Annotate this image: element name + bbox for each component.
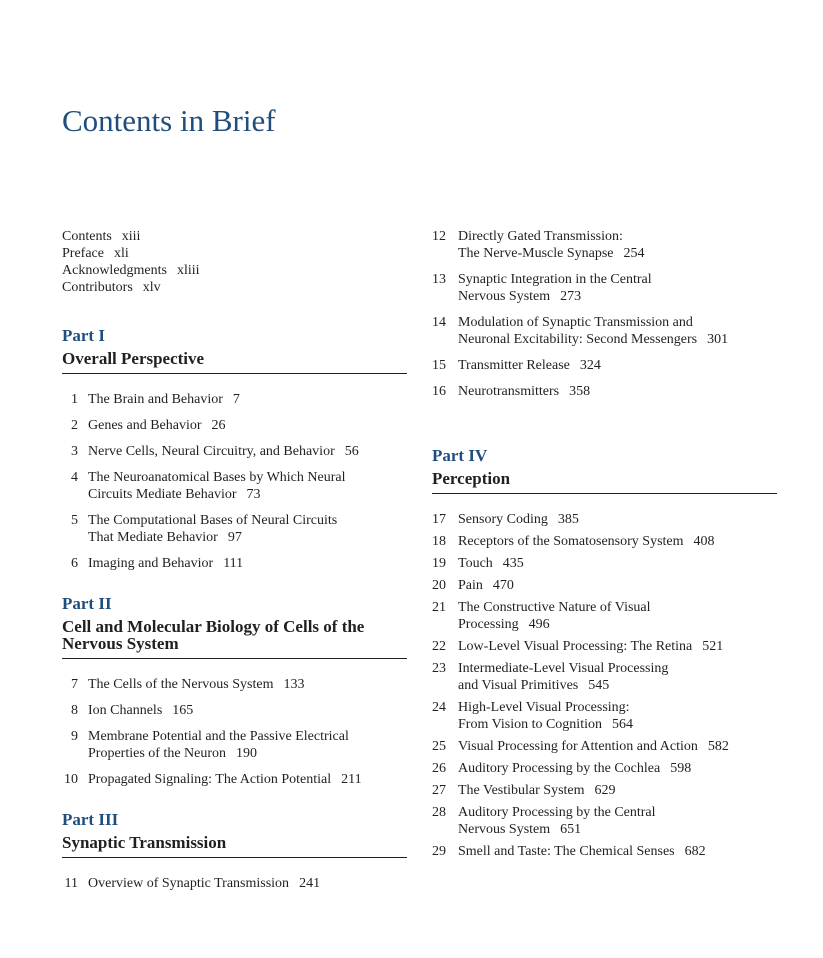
front-matter-page: xlv (142, 280, 161, 295)
chapter-title-text: Auditory Processing by the Cochlea (458, 761, 661, 776)
chapter-page-number: 682 (684, 844, 706, 859)
chapter-title-line (458, 533, 777, 550)
chapter-title-line (88, 676, 407, 693)
chapter-entry[interactable] (432, 660, 777, 694)
chapter-title-text: Low-Level Visual Processing: The Retina (458, 639, 693, 654)
chapter-page-number: 26 (211, 418, 226, 433)
chapter-title-text: Ion Channels (88, 703, 163, 718)
chapter-number: 17 (432, 512, 446, 527)
chapter-number: 24 (432, 700, 446, 715)
chapter-number: 10 (64, 772, 78, 787)
chapter-entry[interactable] (432, 228, 777, 262)
chapter-title (458, 804, 777, 838)
chapter-title-line (458, 677, 777, 694)
part-4 (432, 446, 777, 860)
chapter-number: 23 (432, 661, 446, 676)
chapter-title-text: Intermediate-Level Visual Processing (458, 661, 669, 676)
chapter-title (88, 875, 407, 892)
chapter-title (88, 469, 407, 503)
chapter-title-line (458, 821, 777, 838)
chapter-title-text: Nervous System (458, 289, 551, 304)
part-title: Overall Perspective (62, 346, 407, 374)
chapter-page-number: 564 (611, 717, 633, 732)
chapter-title (88, 676, 407, 693)
chapter-page-number: 408 (693, 534, 715, 549)
part-2 (62, 594, 407, 788)
chapter-title-line (88, 391, 407, 408)
chapter-title-line (88, 745, 407, 762)
chapter-number: 18 (432, 534, 446, 549)
chapter-title-text: and Visual Primitives (458, 678, 579, 693)
chapter-title-line (458, 782, 777, 799)
chapter-title-text: The Nerve-Muscle Synapse (458, 246, 614, 261)
chapter-title-text: Nerve Cells, Neural Circuitry, and Behavior (88, 444, 335, 459)
chapter-title-line (88, 417, 407, 434)
chapter-entry[interactable] (62, 771, 407, 788)
chapter-entry[interactable] (432, 804, 777, 838)
chapter-title-line (88, 875, 407, 892)
chapter-title (88, 555, 407, 572)
chapter-title-line (458, 383, 777, 400)
chapter-entry[interactable] (62, 702, 407, 719)
chapter-title-text: The Vestibular System (458, 783, 585, 798)
chapter-title-line (88, 469, 407, 486)
part-1 (62, 326, 407, 572)
chapter-page-number: 651 (560, 822, 582, 837)
chapter-page-number: 598 (670, 761, 692, 776)
front-matter-label: Contributors (62, 280, 133, 295)
front-matter-page: xliii (176, 263, 200, 278)
chapter-number: 8 (71, 703, 78, 718)
chapter-page-number: 545 (588, 678, 610, 693)
chapter-number: 3 (71, 444, 78, 459)
chapter-title-text: Auditory Processing by the Central (458, 805, 656, 820)
chapter-title-line (458, 228, 777, 245)
chapter-entry[interactable] (432, 555, 777, 572)
part-title: Synaptic Transmission (62, 830, 407, 858)
chapter-number: 12 (432, 229, 446, 244)
chapter-entry[interactable] (62, 391, 407, 408)
chapter-title (458, 314, 777, 348)
chapter-title (458, 699, 777, 733)
chapter-page-number: 241 (299, 876, 321, 891)
chapter-title (458, 660, 777, 694)
chapter-title-line (88, 486, 407, 503)
chapter-title-text: The Neuroanatomical Bases by Which Neural (88, 470, 346, 485)
right-column (432, 228, 777, 865)
chapter-entry[interactable] (62, 417, 407, 434)
chapter-title (458, 228, 777, 262)
chapter-title-line (458, 271, 777, 288)
chapter-entry[interactable] (432, 577, 777, 594)
chapter-page-number: 582 (707, 739, 729, 754)
chapter-number: 7 (71, 677, 78, 692)
chapter-page-number: 496 (528, 617, 550, 632)
chapter-title-text: Pain (458, 578, 483, 593)
chapter-title-text: Receptors of the Somatosensory System (458, 534, 684, 549)
chapter-page-number: 133 (283, 677, 305, 692)
chapter-title-text: Overview of Synaptic Transmission (88, 876, 290, 891)
chapter-title (458, 638, 777, 655)
chapter-title-text: From Vision to Cognition (458, 717, 602, 732)
chapter-title-line (458, 314, 777, 331)
chapter-title-text: Propagated Signaling: The Action Potential (88, 772, 332, 787)
chapter-page-number: 301 (707, 332, 729, 347)
chapter-title (458, 533, 777, 550)
chapter-entry[interactable] (62, 875, 407, 892)
chapter-page-number: 111 (223, 556, 244, 571)
chapter-title-line (88, 771, 407, 788)
chapter-number: 19 (432, 556, 446, 571)
chapter-title (458, 511, 777, 528)
front-matter-item[interactable] (62, 245, 407, 262)
chapter-title-line (458, 738, 777, 755)
part-3 (62, 810, 407, 892)
chapter-title (458, 555, 777, 572)
part-title: Perception (432, 466, 777, 494)
chapter-title (88, 443, 407, 460)
chapter-number: 20 (432, 578, 446, 593)
front-matter-label: Contents (62, 229, 112, 244)
chapter-title-text: Membrane Potential and the Passive Electrical (88, 729, 349, 744)
chapter-number: 13 (432, 272, 446, 287)
chapter-number: 15 (432, 358, 446, 373)
chapter-title-line (88, 702, 407, 719)
chapter-page-number: 254 (623, 246, 645, 261)
chapter-title (458, 383, 777, 400)
chapter-title (88, 391, 407, 408)
chapter-entry[interactable] (62, 676, 407, 693)
chapter-title (458, 577, 777, 594)
chapter-title-text: The Computational Bases of Neural Circuits (88, 513, 338, 528)
chapter-title-text: That Mediate Behavior (88, 530, 218, 545)
chapter-title-text: Modulation of Synaptic Transmission and (458, 315, 693, 330)
chapter-entry[interactable] (432, 782, 777, 799)
chapter-page-number: 56 (344, 444, 359, 459)
chapter-title (458, 782, 777, 799)
chapter-title-line (458, 660, 777, 677)
chapter-title-line (458, 699, 777, 716)
chapter-number: 14 (432, 315, 446, 330)
chapter-title-line (88, 443, 407, 460)
chapter-title (458, 760, 777, 777)
chapter-title (458, 738, 777, 755)
part-label: Part III (62, 810, 119, 829)
chapter-entry[interactable] (432, 314, 777, 348)
front-matter-list (62, 228, 407, 296)
chapter-title-line (458, 638, 777, 655)
chapter-title-text: Smell and Taste: The Chemical Senses (458, 844, 675, 859)
chapter-title-text: Neuronal Excitability: Second Messengers (458, 332, 698, 347)
chapter-title (458, 271, 777, 305)
chapter-title-line (458, 357, 777, 374)
part-label: Part I (62, 326, 105, 345)
chapter-page-number: 521 (702, 639, 724, 654)
chapter-number: 4 (71, 470, 78, 485)
chapter-entry[interactable] (432, 699, 777, 733)
chapter-page-number: 385 (557, 512, 579, 527)
chapter-number: 21 (432, 600, 446, 615)
chapter-entry[interactable] (62, 512, 407, 546)
chapter-entry[interactable] (62, 469, 407, 503)
chapter-title (88, 702, 407, 719)
chapter-entry[interactable] (62, 555, 407, 572)
chapter-entry[interactable] (432, 738, 777, 755)
chapter-entry[interactable] (432, 638, 777, 655)
chapter-page-number: 273 (560, 289, 582, 304)
front-matter-page: xli (113, 246, 129, 261)
chapter-title (458, 599, 777, 633)
chapter-title-line (88, 728, 407, 745)
chapter-number: 2 (71, 418, 78, 433)
chapter-number: 11 (64, 876, 78, 891)
chapter-title-text: Genes and Behavior (88, 418, 202, 433)
chapter-title-text: Nervous System (458, 822, 551, 837)
chapter-title (88, 512, 407, 546)
chapter-number: 5 (71, 513, 78, 528)
front-matter-label: Preface (62, 246, 104, 261)
chapter-title (88, 417, 407, 434)
chapter-page-number: 324 (579, 358, 601, 373)
chapter-number: 25 (432, 739, 446, 754)
chapter-title-text: Transmitter Release (458, 358, 570, 373)
chapter-page-number: 211 (341, 772, 362, 787)
chapter-entry[interactable] (432, 383, 777, 400)
chapter-title-line (458, 288, 777, 305)
chapter-entry[interactable] (62, 728, 407, 762)
chapter-title-text: Properties of the Neuron (88, 746, 227, 761)
chapter-title-line (458, 804, 777, 821)
chapter-page-number: 97 (227, 530, 242, 545)
chapter-page-number: 629 (594, 783, 616, 798)
front-matter-label: Acknowledgments (62, 263, 167, 278)
chapter-title (458, 357, 777, 374)
chapter-title-line (458, 555, 777, 572)
chapter-title-text: Synaptic Integration in the Central (458, 272, 652, 287)
chapter-title-line (458, 577, 777, 594)
chapter-title-line (88, 555, 407, 572)
chapter-entry[interactable] (432, 843, 777, 860)
chapter-number: 26 (432, 761, 446, 776)
chapter-title (458, 843, 777, 860)
front-matter-item[interactable] (62, 279, 407, 296)
chapter-number: 1 (71, 392, 78, 407)
front-matter-page: xiii (121, 229, 141, 244)
chapter-title-text: The Brain and Behavior (88, 392, 223, 407)
chapter-title-line (88, 529, 407, 546)
chapter-title-text: Visual Processing for Attention and Action (458, 739, 698, 754)
chapter-title-line (458, 331, 777, 348)
chapter-page-number: 190 (236, 746, 258, 761)
chapter-entry[interactable] (432, 760, 777, 777)
chapter-page-number: 470 (492, 578, 514, 593)
chapter-title-line (458, 843, 777, 860)
chapter-number: 22 (432, 639, 446, 654)
chapter-title-text: Imaging and Behavior (88, 556, 214, 571)
chapter-page-number: 7 (232, 392, 240, 407)
chapter-number: 29 (432, 844, 446, 859)
chapter-title-text: Processing (458, 617, 519, 632)
chapter-title-text: Neurotransmitters (458, 384, 560, 399)
chapter-entry[interactable] (432, 599, 777, 633)
chapter-number: 16 (432, 384, 446, 399)
chapter-title-line (458, 245, 777, 262)
chapter-title-text: The Cells of the Nervous System (88, 677, 274, 692)
chapter-title-text: Circuits Mediate Behavior (88, 487, 237, 502)
chapter-number: 9 (71, 729, 78, 744)
chapter-title-line (88, 512, 407, 529)
part-3-continued (432, 228, 777, 400)
part-label: Part II (62, 594, 112, 613)
chapter-title-text: Sensory Coding (458, 512, 548, 527)
chapter-entry[interactable] (62, 443, 407, 460)
chapter-entry[interactable] (432, 511, 777, 528)
front-matter-item[interactable] (62, 228, 407, 245)
chapter-number: 28 (432, 805, 446, 820)
chapter-title-text: Directly Gated Transmission: (458, 229, 623, 244)
chapter-page-number: 165 (172, 703, 194, 718)
chapter-entry[interactable] (432, 271, 777, 305)
chapter-number: 6 (71, 556, 78, 571)
chapter-title-text: High-Level Visual Processing: (458, 700, 630, 715)
chapter-title-line (458, 616, 777, 633)
chapter-page-number: 435 (502, 556, 524, 571)
part-label: Part IV (432, 446, 488, 465)
chapter-title-text: The Constructive Nature of Visual (458, 600, 651, 615)
chapter-entry[interactable] (432, 357, 777, 374)
page-title: Contents in Brief (62, 103, 276, 138)
chapter-title (88, 771, 407, 788)
chapter-title-line (458, 511, 777, 528)
chapter-page-number: 73 (246, 487, 261, 502)
chapter-entry[interactable] (432, 533, 777, 550)
front-matter-item[interactable] (62, 262, 407, 279)
chapter-number: 27 (432, 783, 446, 798)
chapter-title-line (458, 599, 777, 616)
part-title: Cell and Molecular Biology of Cells of the Nervous System (62, 614, 407, 659)
chapter-title (88, 728, 407, 762)
chapter-title-line (458, 716, 777, 733)
chapter-title-text: Touch (458, 556, 493, 571)
left-column (62, 228, 407, 901)
chapter-title-line (458, 760, 777, 777)
chapter-page-number: 358 (569, 384, 591, 399)
